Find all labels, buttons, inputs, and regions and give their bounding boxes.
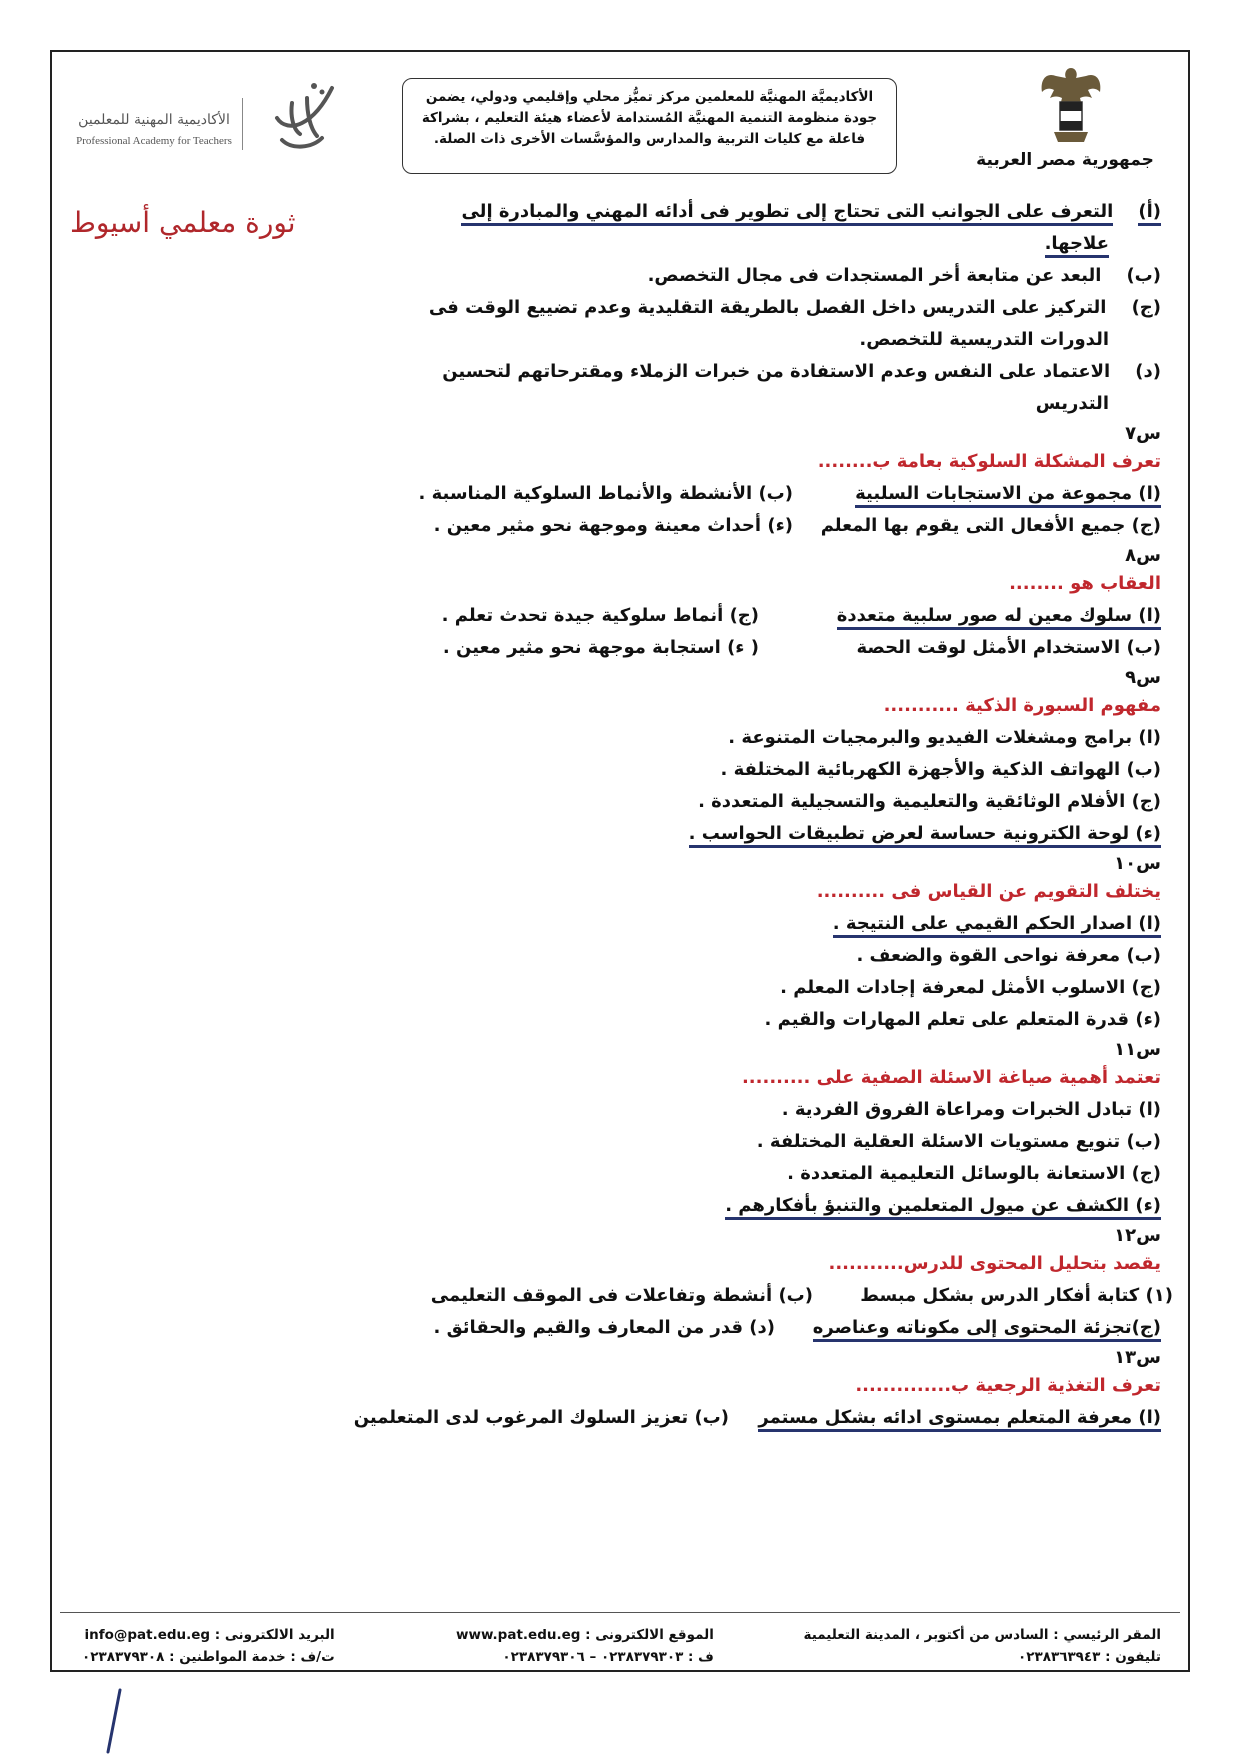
option-text: الدورات التدريسية للتخصص. — [859, 329, 1109, 350]
q8-number: س٨ — [1125, 545, 1161, 566]
logo-calligraphy-mark — [252, 78, 352, 158]
option-text: (ا) اصدار الحكم القيمي على النتيجة . — [833, 913, 1161, 938]
q9-stem: مفهوم السبورة الذكية ........... — [883, 695, 1161, 716]
option-text: (ء) لوحة الكترونية حساسة لعرض تطبيقات الحواسب . — [689, 823, 1161, 848]
q10-option-c: (ج) الاسلوب الأمثل لمعرفة إجادات المعلم . — [780, 977, 1161, 998]
q12-option-a: (١) كتابة أفكار الدرس بشكل مبسط — [860, 1285, 1173, 1306]
q7-stem: تعرف المشكلة السلوكية بعامة ب........ — [817, 451, 1161, 472]
q10-number: س١٠ — [1114, 853, 1161, 874]
q6-option-d — [442, 356, 1161, 388]
option-letter: (ج) — [1131, 297, 1161, 318]
pen-stroke-mark — [100, 1688, 140, 1754]
q6-option-d-cont — [1036, 388, 1109, 420]
footer-address — [804, 1624, 1161, 1668]
option-text: (ء) الكشف عن ميول المتعلمين والتنبؤ بأفكارهم . — [725, 1195, 1161, 1220]
info-line: الأكاديميَّة المهنيَّة للمعلمين مركز تميُّز محلي وإقليمي ودولي، يضمن — [425, 89, 874, 105]
info-line: فاعلة مع كليات التربية والمدارس والمؤسَّسات الأخرى ذات الصلة. — [433, 131, 866, 147]
logo-divider — [242, 98, 243, 150]
q9-option-a: (ا) برامج ومشغلات الفيديو والبرمجيات المتنوعة . — [728, 727, 1161, 748]
q12-number: س١٢ — [1114, 1225, 1161, 1246]
logo-english-text: Professional Academy for Teachers — [76, 135, 232, 147]
q13-option-a — [758, 1402, 1161, 1434]
footer-citizen-service: ت/ف : خدمة المواطنين : ٠٢٣٨٣٧٩٣٠٨ — [82, 1649, 335, 1665]
q9-number: س٩ — [1125, 667, 1161, 688]
academy-info-box — [402, 78, 897, 174]
footer-divider — [60, 1612, 1180, 1613]
q6-option-c-cont — [859, 324, 1109, 356]
footer-phone: تليفون : ٠٢٣٨٣٦٣٩٤٣ — [1018, 1649, 1161, 1665]
q12-option-d: (د) قدر من المعارف والقيم والحقائق . — [433, 1317, 775, 1338]
q7-option-a — [855, 478, 1161, 510]
q10-stem: يختلف التقويم عن القياس فى .......... — [816, 881, 1161, 902]
q11-option-d — [725, 1190, 1161, 1222]
option-text: التدريس — [1035, 393, 1109, 414]
q12-stem: يقصد بتحليل المحتوى للدرس........... — [828, 1253, 1161, 1274]
option-text: (ا) سلوك معين له صور سلبية متعددة — [837, 605, 1161, 630]
watermark-text: ثورة معلمي أسيوط — [70, 206, 296, 239]
option-letter: (د) — [1135, 361, 1161, 382]
option-text: علاجها. — [1045, 233, 1109, 258]
footer-contact — [82, 1624, 335, 1668]
academy-logo — [64, 78, 354, 158]
q7-option-c: (ج) جميع الأفعال التى يقوم بها المعلم — [820, 515, 1161, 536]
footer-website-text[interactable]: الموقع الالكترونى : www.pat.edu.eg — [456, 1627, 714, 1643]
q7-number: س٧ — [1125, 423, 1161, 444]
q8-option-d: ( ء) استجابة موجهة نحو مثير معين . — [442, 637, 759, 658]
footer-website — [456, 1624, 714, 1668]
q8-option-b: (ب) الاستخدام الأمثل لوقت الحصة — [856, 637, 1161, 658]
option-text: البعد عن متابعة أخر المستجدات فى مجال التخصص. — [647, 265, 1102, 286]
q10-option-a — [833, 908, 1161, 940]
q9-option-c: (ج) الأفلام الوثائقية والتعليمية والتسجيلية المتعددة . — [698, 791, 1161, 812]
option-text: الاعتماد على النفس وعدم الاستفادة من خبرات الزملاء ومقترحاتهم لتحسين — [442, 361, 1111, 382]
country-name: جمهورية مصر العربية — [976, 150, 1154, 170]
q8-stem: العقاب هو ........ — [1009, 573, 1161, 594]
q13-stem: تعرف التغذية الرجعية ب.............. — [855, 1375, 1161, 1396]
option-text: (ا) معرفة المتعلم بمستوى ادائه بشكل مستمر — [758, 1407, 1161, 1432]
q7-option-b: (ب) الأنشطة والأنماط السلوكية المناسبة . — [418, 483, 793, 504]
q6-option-b — [648, 260, 1161, 292]
option-text: التعرف على الجوانب التى تحتاج إلى تطوير فى أدائه المهني والمبادرة إلى — [461, 201, 1113, 226]
q10-option-b: (ب) معرفة نواحى القوة والضعف . — [856, 945, 1161, 966]
egypt-eagle-emblem — [1036, 62, 1106, 150]
q10-option-d: (ء) قدرة المتعلم على تعلم المهارات والقيم . — [764, 1009, 1161, 1030]
q12-option-b: (ب) أنشطة وتفاعلات فى الموقف التعليمى — [430, 1285, 813, 1306]
q9-option-b: (ب) الهواتف الذكية والأجهزة الكهربائية المختلفة . — [720, 759, 1161, 780]
option-text: (ج)تجزئة المحتوى إلى مكوناته وعناصره — [813, 1317, 1161, 1342]
option-text: التركيز على التدريس داخل الفصل بالطريقة التقليدية وعدم تضييع الوقت فى — [428, 297, 1107, 318]
q13-option-b: (ب) تعزيز السلوك المرغوب لدى المتعلمين — [353, 1407, 729, 1428]
footer-hq: المقر الرئيسي : السادس من أكتوبر ، المدينة التعليمية — [803, 1627, 1161, 1643]
footer-fax: ف : ٠٢٣٨٣٧٩٣٠٣ – ٠٢٣٨٣٧٩٣٠٦ — [502, 1649, 714, 1665]
q11-option-b: (ب) تنويع مستويات الاسئلة العقلية المختلفة . — [756, 1131, 1161, 1152]
option-letter: (ب) — [1126, 265, 1161, 286]
q11-option-a: (ا) تبادل الخبرات ومراعاة الفروق الفردية . — [781, 1099, 1161, 1120]
footer-email[interactable]: البريد الالكترونى : info@pat.edu.eg — [84, 1627, 335, 1643]
info-line: جودة منظومة التنمية المهنيَّة المُستدامة لأعضاء هيئة التعليم ، بشراكة — [421, 110, 878, 126]
q6-option-a — [461, 196, 1161, 228]
option-letter: (أ) — [1138, 201, 1161, 226]
q11-number: س١١ — [1114, 1039, 1161, 1060]
q11-option-c: (ج) الاستعانة بالوسائل التعليمية المتعددة . — [787, 1163, 1161, 1184]
logo-arabic-text: الأكاديمية المهنية للمعلمين — [78, 112, 230, 128]
q12-option-c — [813, 1312, 1161, 1344]
q8-option-c: (ج) أنماط سلوكية جيدة تحدث تعلم . — [441, 605, 759, 626]
q11-stem: تعتمد أهمية صياغة الاسئلة الصفية على .......... — [741, 1067, 1161, 1088]
q6-option-a-cont — [1045, 228, 1109, 260]
q6-option-c — [429, 292, 1161, 324]
q8-option-a — [837, 600, 1161, 632]
q9-option-d — [689, 818, 1161, 850]
option-text: (ا) مجموعة من الاستجابات السلبية — [855, 483, 1161, 508]
q13-number: س١٣ — [1114, 1347, 1161, 1368]
q7-option-d: (ء) أحداث معينة وموجهة نحو مثير معين . — [433, 515, 793, 536]
